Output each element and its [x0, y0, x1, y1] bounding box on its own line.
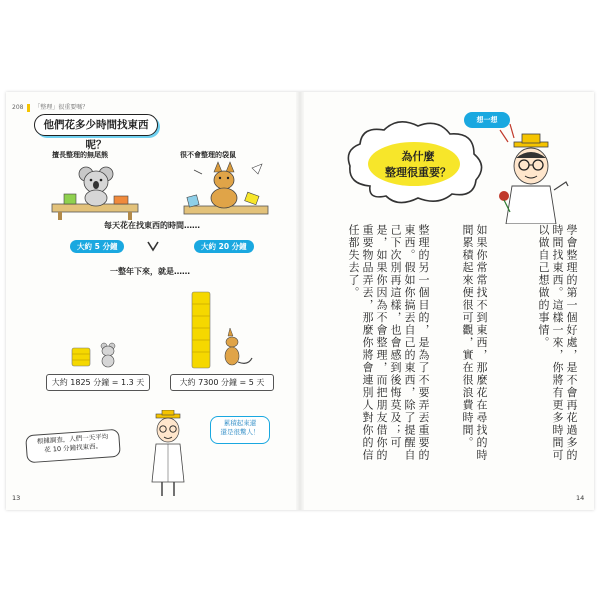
paragraph-3: 整理的另一個目的，是為了不要弄丟重要的東西。假如你搞丟自己的東西，除了提醒自己下次別再這樣，也會感到後悔莫及；可是，如果你因為不會整理，而把朋友借你的重要物品弄丟，那麼你將會連別人對你的信任都失去了。: [347, 224, 430, 462]
book-spread: [6, 92, 594, 510]
survey-bubble-line1: 根據調查，人們一天平均: [36, 432, 109, 446]
kangaroo-illustration: [174, 160, 274, 222]
coin-stack-icon: [68, 338, 128, 368]
kangaroo-yearly-calc: 大約 7300 分鐘 = 5 天: [170, 374, 274, 391]
running-head-number: 208: [12, 104, 24, 111]
teacher-bubble: [210, 416, 270, 444]
running-head: [12, 102, 88, 112]
kangaroo-daily-badge: 大約 20 分鐘: [194, 240, 254, 253]
running-head-title: 「整理」很重要嗎？: [34, 104, 89, 111]
koala-label: 擅長整理的無尾熊: [52, 151, 108, 159]
right-page: [300, 92, 594, 510]
yearly-total-text: 一整年下來，就是……: [110, 267, 190, 276]
running-head-bar: [27, 104, 30, 112]
paragraph-1: 學會整理的第一個好處，是不會再花過多的時間找東西。這樣一來，你將有更多時間可以做自己想做的事情。: [537, 224, 578, 462]
teacher-large-illustration: [488, 120, 574, 224]
paragraph-2: 如果你常常找不到東西，那麼花在尋找的時間累積起來便很可觀，實在很浪費時間。: [461, 224, 488, 462]
survey-bubble-line2: 花 10 分鐘找東西。: [43, 441, 103, 455]
teacher-bubble-line1: 累積起來還: [223, 419, 257, 427]
section-title: 他們花多少時間找東西呢？: [34, 114, 158, 136]
survey-bubble: [25, 429, 121, 463]
left-page: [6, 92, 300, 510]
kangaroo-label: 很不會整理的袋鼠: [180, 151, 236, 159]
daily-time-text: 每天花在找東西的時間……: [104, 221, 200, 230]
page-number-right: 14: [576, 494, 585, 502]
koala-illustration: [44, 160, 144, 220]
page-number-left: 13: [12, 494, 21, 502]
heading-line1: 為什麼: [401, 150, 435, 163]
heading-line2: 整理很重要？: [385, 166, 451, 179]
koala-yearly-calc: 大約 1825 分鐘 = 1.3 天: [46, 374, 150, 391]
koala-daily-badge: 大約 5 分鐘: [70, 240, 124, 253]
teacher-illustration: [144, 410, 196, 498]
think-label: 想一想: [464, 112, 510, 128]
down-arrow-icon: [146, 238, 160, 254]
tall-coin-stack-icon: [186, 288, 256, 370]
teacher-bubble-line2: 還是很驚人！: [220, 428, 260, 436]
